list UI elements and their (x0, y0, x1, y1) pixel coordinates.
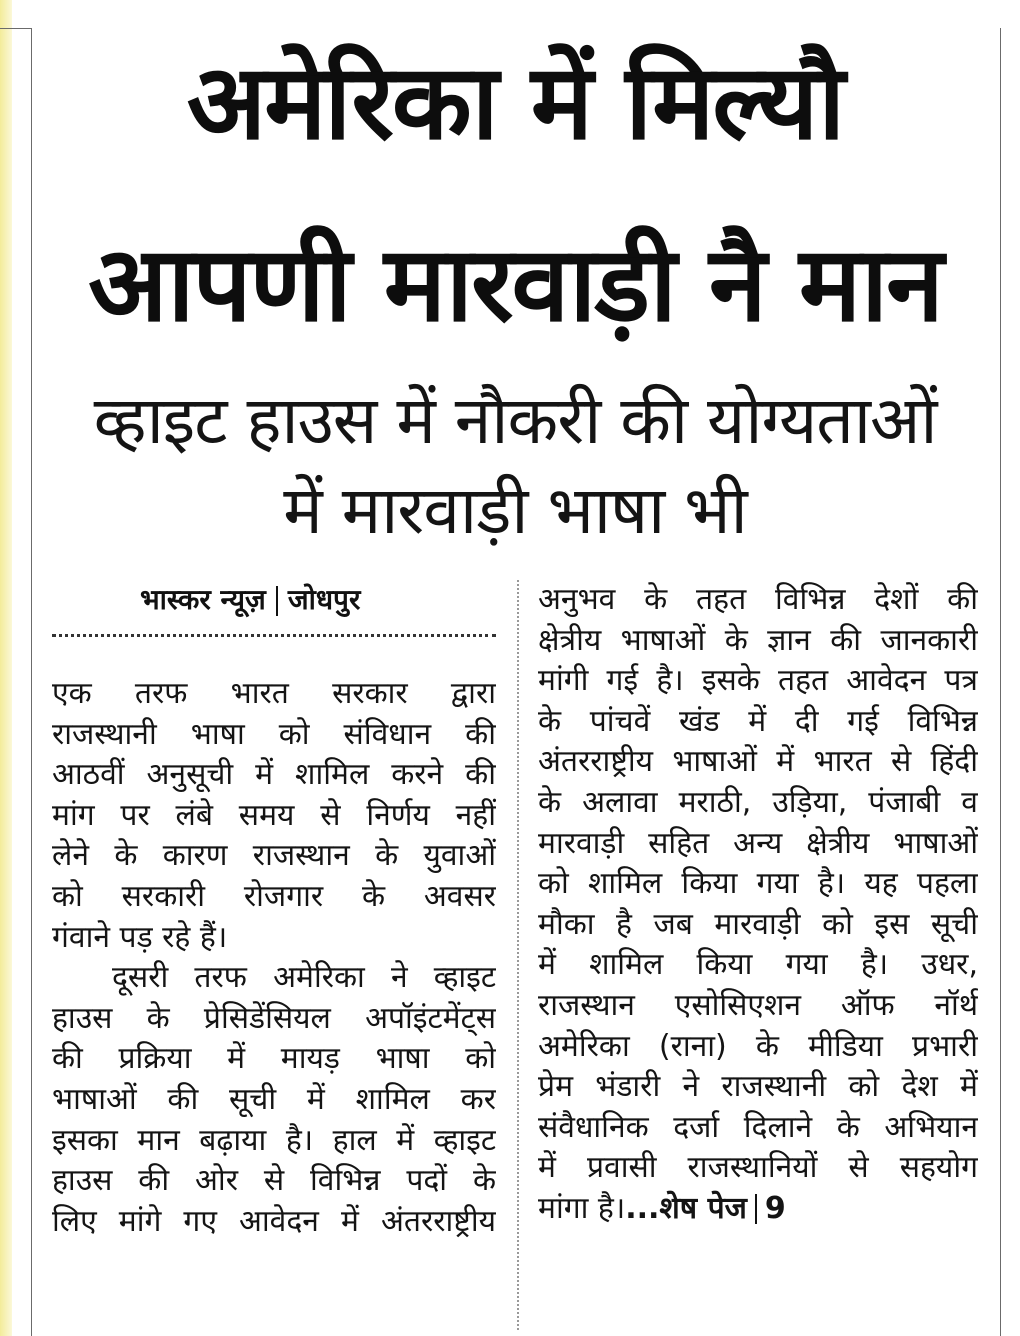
left-line-8: दूसरी तरफ अमेरिका ने व्हाइट (112, 960, 496, 996)
byline-separator (276, 586, 278, 616)
left-line-1: एक तरफ भारत सरकार द्वारा (52, 676, 496, 711)
left-line-12: इसका मान बढ़ाया है। हाल में व्हाइट (52, 1122, 496, 1158)
right-line-7: मारवाड़ी सहित अन्य क्षेत्रीय भाषाओं (538, 825, 978, 861)
right-line-10: में शामिल किया गया है। उधर, (538, 947, 978, 983)
right-line-12: अमेरिका (राना) के मीडिया प्रभारी (538, 1028, 978, 1064)
right-line-5: अंतरराष्ट्रीय भाषाओं में भारत से हिंदी (538, 744, 978, 780)
continued-on-page-link[interactable] (625, 1191, 786, 1226)
left-border-rule (31, 28, 32, 1336)
right-line-9: मौका है जब मारवाड़ी को इस सूची (538, 906, 978, 942)
left-line-13: हाउस की ओर से विभिन्न पदों के (52, 1163, 496, 1199)
left-line-9: हाउस के प्रेसिडेंसियल अपॉइंटमेंट्स (52, 1000, 496, 1036)
right-line-4: के पांचवें खंड में दी गई विभिन्न (538, 703, 978, 739)
byline-source: भास्कर न्यूज़ (140, 583, 266, 616)
left-line-4: मांग पर लंबे समय से निर्णय नहीं (52, 797, 496, 833)
right-line-11: राजस्थान एसोसिएशन ऑफ नॉर्थ (538, 987, 978, 1023)
subheadline-line-2: में मारवाड़ी भाषा भी (283, 472, 747, 549)
subheadline-line-1: व्हाइट हाउस में नौकरी की योग्यताओं (93, 382, 937, 459)
right-line-2: क्षेत्रीय भाषाओं के ज्ञान की जानकारी (538, 622, 978, 658)
headline-line-1: अमेरिका में मिल्यौ (186, 41, 844, 163)
crop-mark (0, 28, 32, 29)
right-line-16 (538, 1189, 978, 1230)
left-line-7: गंवाने पड़ रहे हैं। (52, 919, 228, 955)
right-line-14: संवैधानिक दर्जा दिलाने के अभियान (538, 1109, 978, 1145)
headline-line-2: आपणी मारवाड़ी नै मान (88, 223, 942, 345)
byline-dotted-rule (52, 634, 496, 637)
left-line-11: भाषाओं की सूची में शामिल कर (52, 1081, 496, 1117)
article-column-right (538, 580, 978, 1230)
page-edge-strip (0, 0, 12, 1336)
article-column-left (52, 674, 496, 1242)
right-line-1: अनुभव के तहत विभिन्न देशों की (538, 582, 978, 617)
right-line-6: के अलावा मराठी, उड़िया, पंजाबी व (538, 784, 978, 820)
right-line-15: में प्रवासी राजस्थानियों से सहयोग (538, 1150, 978, 1186)
right-line-3: मांगी गई है। इसके तहत आवेदन पत्र (538, 663, 978, 699)
column-divider (517, 580, 520, 1330)
right-line-13: प्रेम भंडारी ने राजस्थानी को देश में (538, 1069, 978, 1105)
right-last-text: मांगा है। (538, 1190, 626, 1226)
byline (140, 582, 360, 618)
left-line-6: को सरकारी रोजगार के अवसर (52, 878, 496, 914)
right-border-rule (1000, 28, 1001, 1336)
left-line-5: लेने के कारण राजस्थान के युवाओं (52, 838, 496, 874)
right-line-8: को शामिल किया गया है। यह पहला (538, 866, 978, 902)
left-line-10: की प्रक्रिया में मायड़ भाषा को (52, 1041, 496, 1077)
jump-separator (755, 1194, 757, 1224)
jump-page-number: 9 (764, 1190, 786, 1226)
byline-city: जोधपुर (287, 583, 361, 616)
left-line-2: राजस्थानी भाषा को संविधान की (52, 716, 496, 752)
left-line-3: आठवीं अनुसूची में शामिल करने की (52, 757, 496, 793)
left-line-14: लिए मांगे गए आवेदन में अंतरराष्ट्रीय (52, 1203, 496, 1239)
jump-label: ...शेष पेज (625, 1190, 747, 1226)
